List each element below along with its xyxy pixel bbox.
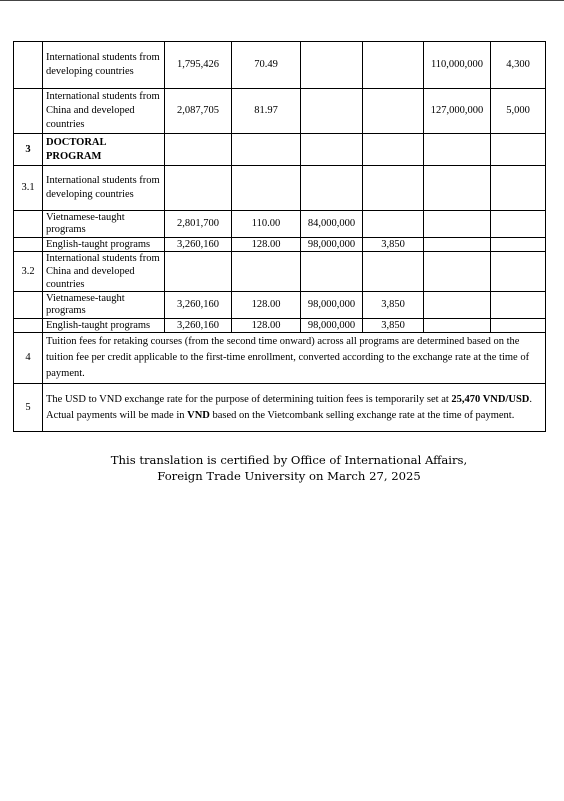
cell-value <box>232 134 301 166</box>
exchange-rate-value: 25,470 VND/USD <box>451 393 530 405</box>
table-row <box>14 134 546 166</box>
cell-value: 110,000,000 <box>424 42 491 89</box>
row-label: International students from China and developed countries <box>43 252 165 292</box>
cell-value <box>424 134 491 166</box>
cell-value <box>301 42 363 89</box>
cell-value <box>165 252 232 292</box>
cell-value: 3,850 <box>363 292 424 319</box>
cell-value <box>491 319 546 333</box>
note-row <box>14 333 546 384</box>
cell-value <box>491 166 546 211</box>
cell-value <box>165 134 232 166</box>
certification-footer <box>0 453 564 484</box>
cell-value: 70.49 <box>232 42 301 89</box>
cell-value <box>232 166 301 211</box>
cell-value: 5,000 <box>491 89 546 134</box>
cell-value: 4,300 <box>491 42 546 89</box>
note-number: 5 <box>14 384 43 432</box>
cell-value: 110.00 <box>232 211 301 238</box>
row-number <box>14 89 43 134</box>
row-number <box>14 238 43 252</box>
cell-value <box>424 211 491 238</box>
row-label: International students from developing countries <box>43 42 165 89</box>
cell-value <box>301 89 363 134</box>
cell-value <box>491 134 546 166</box>
certification-line-1: This translation is certified by Office of International Affairs, <box>110 453 468 467</box>
tuition-fee-table <box>13 41 546 432</box>
cell-value <box>363 211 424 238</box>
cell-value <box>301 166 363 211</box>
row-label: Vietnamese-taught programs <box>43 211 165 238</box>
note-text-part: The USD to VND exchange rate for the purpose of determining tuition fees is temporarily set at <box>46 393 452 405</box>
cell-value <box>424 252 491 292</box>
cell-value <box>301 252 363 292</box>
row-number: 3.1 <box>14 166 43 211</box>
cell-value <box>424 166 491 211</box>
cell-value <box>491 292 546 319</box>
cell-value: 1,795,426 <box>165 42 232 89</box>
row-number: 3.2 <box>14 252 43 292</box>
cell-value: 3,260,160 <box>165 319 232 333</box>
cell-value: 98,000,000 <box>301 238 363 252</box>
note-text-part: . Actual payments will be made in <box>46 393 533 421</box>
row-label: Vietnamese-taught programs <box>43 292 165 319</box>
cell-value: 3,260,160 <box>165 238 232 252</box>
table-row <box>14 238 546 252</box>
note-row <box>14 384 546 432</box>
table-row <box>14 292 546 319</box>
cell-value: 2,801,700 <box>165 211 232 238</box>
note-number: 4 <box>14 333 43 384</box>
cell-value: 128.00 <box>232 319 301 333</box>
row-number <box>14 42 43 89</box>
certification-line-2: Foreign Trade University on March 27, 2025 <box>157 468 421 483</box>
cell-value: 127,000,000 <box>424 89 491 134</box>
cell-value <box>363 134 424 166</box>
row-number <box>14 319 43 333</box>
row-label: International students from China and developed countries <box>43 89 165 134</box>
table-row <box>14 211 546 238</box>
section-title: DOCTORAL PROGRAM <box>43 134 165 166</box>
cell-value: 3,260,160 <box>165 292 232 319</box>
cell-value <box>363 89 424 134</box>
cell-value: 128.00 <box>232 238 301 252</box>
note-text <box>43 384 546 432</box>
row-number <box>14 211 43 238</box>
cell-value <box>491 238 546 252</box>
cell-value <box>491 252 546 292</box>
cell-value: 2,087,705 <box>165 89 232 134</box>
row-number: 3 <box>14 134 43 166</box>
cell-value <box>363 252 424 292</box>
table-row <box>14 42 546 89</box>
cell-value: 98,000,000 <box>301 319 363 333</box>
note-text-part: based on the Vietcombank selling exchange rate at the time of payment. <box>209 409 515 421</box>
cell-value: 3,850 <box>363 238 424 252</box>
cell-value <box>301 134 363 166</box>
cell-value: 3,850 <box>363 319 424 333</box>
cell-value <box>424 292 491 319</box>
note-text: Tuition fees for retaking courses (from the second time onward) across all programs are determined based on the tuition fee per credit applicable to the first-time enrollment, converted according to the exchange rate at the time of payment. <box>43 333 546 384</box>
table-row <box>14 252 546 292</box>
row-number <box>14 292 43 319</box>
currency-value: VND <box>187 409 210 421</box>
table-row <box>14 319 546 333</box>
cell-value: 84,000,000 <box>301 211 363 238</box>
cell-value: 98,000,000 <box>301 292 363 319</box>
cell-value <box>424 238 491 252</box>
cell-value <box>424 319 491 333</box>
row-label: English-taught programs <box>43 238 165 252</box>
cell-value <box>363 42 424 89</box>
cell-value <box>491 211 546 238</box>
row-label: International students from developing countries <box>43 166 165 211</box>
cell-value: 128.00 <box>232 292 301 319</box>
page-top-rule <box>0 0 564 1</box>
cell-value <box>232 252 301 292</box>
cell-value <box>165 166 232 211</box>
table-row <box>14 166 546 211</box>
table-row <box>14 89 546 134</box>
cell-value: 81.97 <box>232 89 301 134</box>
row-label: English-taught programs <box>43 319 165 333</box>
cell-value <box>363 166 424 211</box>
